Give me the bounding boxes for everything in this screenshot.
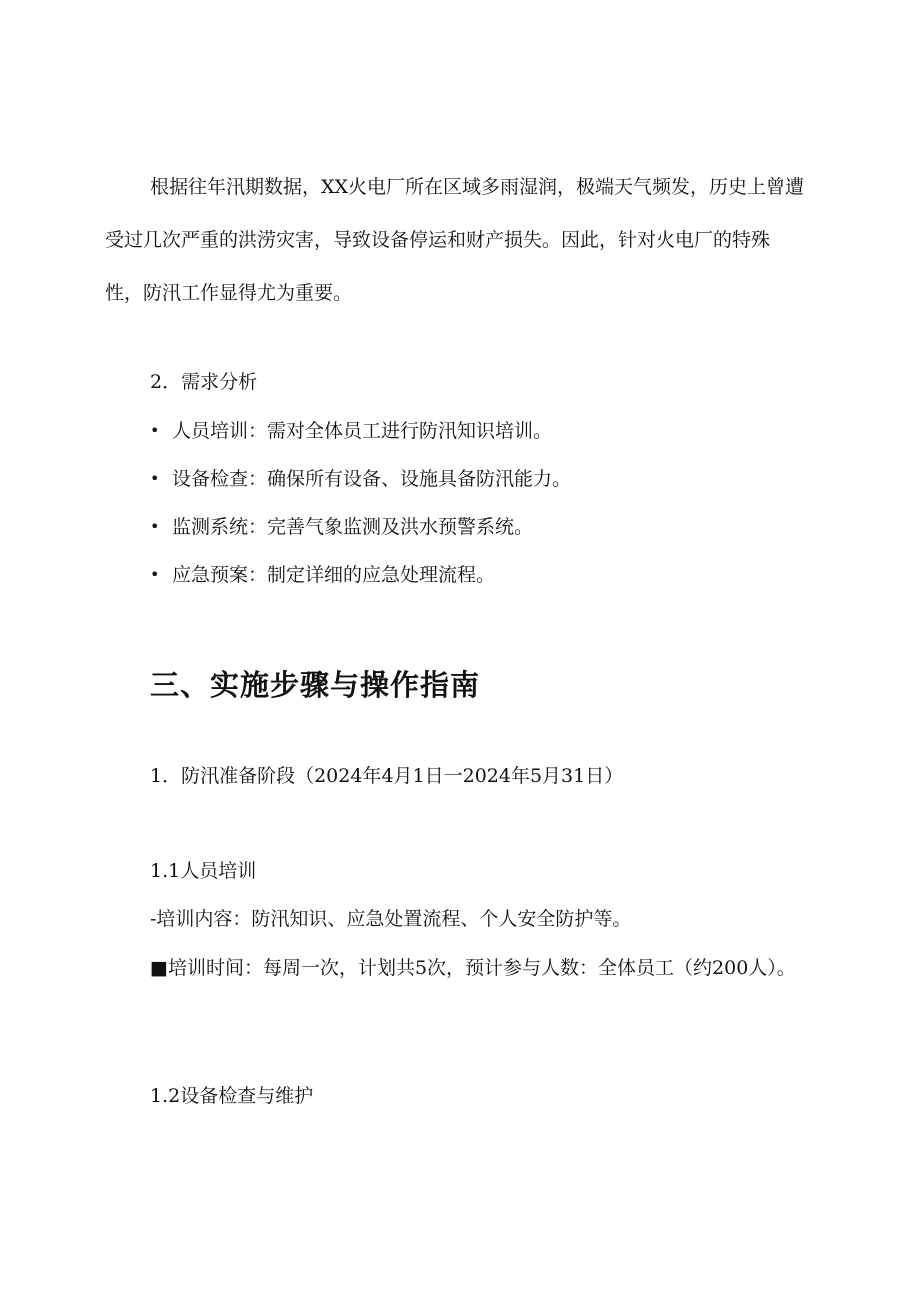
needs-item-label: 应急预案：制定详细的应急处理流程。 <box>172 564 496 586</box>
bullet-icon: • <box>150 565 160 584</box>
training-time-paragraph: ■培训时间：每周一次，计划共5次，预计参与人数：全体员工（约200人）。 <box>150 957 796 979</box>
bullet-icon: • <box>150 469 160 488</box>
subsection-equipment-maintenance: 1.2设备检查与维护 <box>150 1085 314 1107</box>
needs-item-monitoring <box>150 513 533 541</box>
training-content-line: -培训内容：防汛知识、应急处置流程、个人安全防护等。 <box>150 908 632 930</box>
needs-item-emergency <box>150 561 495 589</box>
needs-item-label: 人员培训：需对全体员工进行防汛知识培训。 <box>172 420 553 442</box>
needs-item-training <box>150 417 552 445</box>
bullet-icon: • <box>150 517 160 536</box>
needs-item-label: 设备检查：确保所有设备、设施具备防汛能力。 <box>172 468 572 490</box>
section-heading-implementation: 三、实施步骤与操作指南 <box>150 668 481 702</box>
phase-preparation-title: 1．防汛准备阶段（2024年4月1日一2024年5月31日） <box>150 765 624 787</box>
subsection-personnel-training: 1.1人员培训 <box>150 860 257 882</box>
intro-paragraph: 根据往年汛期数据，XX火电厂所在区域多雨湿润，极端天气频发，历史上曾遭受过几次严重的洪涝灾害，导致设备停运和财产损失。因此，针对火电厂的特殊性，防汛工作显得尤为重要。 <box>105 176 805 304</box>
needs-analysis-title: 2．需求分析 <box>150 371 258 393</box>
needs-item-label: 监测系统：完善气象监测及洪水预警系统。 <box>172 516 534 538</box>
bullet-icon: • <box>150 421 160 440</box>
needs-item-equipment <box>150 465 571 493</box>
